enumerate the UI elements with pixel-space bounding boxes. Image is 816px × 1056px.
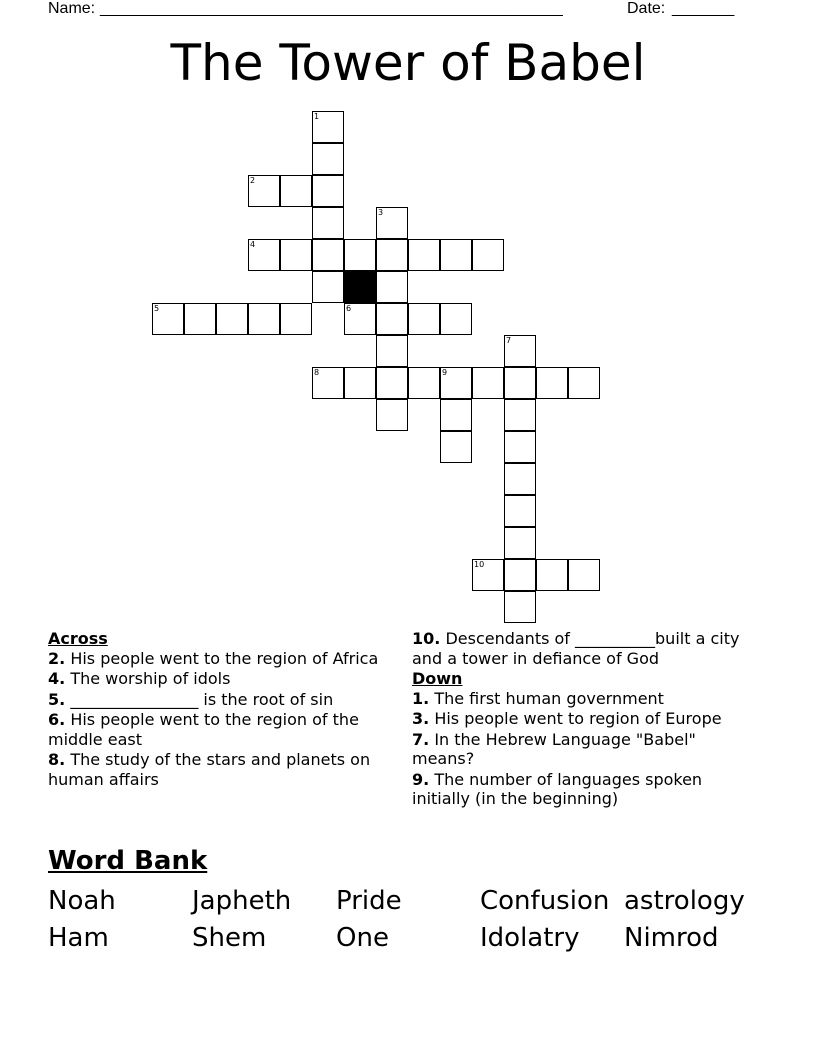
clue-number: 7 (506, 336, 512, 345)
grid-cell[interactable] (280, 239, 312, 271)
clue-down-9: 9. The number of languages spoken initially (in the beginning) (412, 769, 703, 808)
clue-number: 1 (314, 112, 320, 121)
date-field[interactable]: _______ (672, 0, 735, 17)
clue-across-5: 5. ________________ is the root of sin (48, 689, 334, 709)
grid-cell[interactable] (312, 367, 344, 399)
grid-cell[interactable] (504, 431, 536, 463)
grid-cell[interactable] (248, 303, 280, 335)
grid-cell[interactable] (344, 367, 376, 399)
word-bank-word: Nimrod (624, 923, 719, 953)
grid-cell[interactable] (248, 175, 280, 207)
clue-across-10: 10. Descendants of __________built a city and a tower in defiance of God (412, 629, 740, 668)
grid-cell[interactable] (408, 367, 440, 399)
grid-cell[interactable] (504, 367, 536, 399)
grid-cell[interactable] (312, 175, 344, 207)
grid-cell[interactable] (376, 207, 408, 239)
word-bank-heading: Word Bank (48, 846, 208, 876)
name-label: Name: (48, 0, 96, 17)
black-cell (344, 271, 376, 303)
word-bank-word: One (336, 923, 389, 953)
grid-cell[interactable] (440, 399, 472, 431)
across-clues (48, 629, 398, 790)
grid-cell[interactable] (504, 335, 536, 367)
clue-number: 10 (474, 560, 485, 569)
clue-across-8: 8. The study of the stars and planets on human affairs (48, 750, 371, 789)
grid-cell[interactable] (504, 463, 536, 495)
grid-cell[interactable] (408, 239, 440, 271)
word-bank-word: Noah (48, 886, 116, 916)
down-heading: Down (412, 669, 463, 688)
grid-cell[interactable] (536, 367, 568, 399)
grid-cell[interactable] (312, 111, 344, 143)
grid-cell[interactable] (312, 271, 344, 303)
page-title: The Tower of Babel (170, 34, 646, 92)
grid-cell[interactable] (248, 239, 280, 271)
grid-cell[interactable] (440, 431, 472, 463)
clue-number: 4 (250, 240, 256, 249)
word-bank-word: Shem (192, 923, 267, 953)
grid-cell[interactable] (440, 367, 472, 399)
clue-down-1: 1. The first human government (412, 688, 664, 708)
clue-number: 5 (154, 304, 160, 313)
grid-cell[interactable] (152, 303, 184, 335)
grid-cell[interactable] (376, 335, 408, 367)
grid-cell[interactable] (376, 239, 408, 271)
grid-cell[interactable] (344, 239, 376, 271)
clue-number: 6 (346, 304, 352, 313)
grid-cell[interactable] (344, 303, 376, 335)
clue-across-4: 4. The worship of idols (48, 669, 231, 688)
clue-across-6: 6. His people went to the region of the middle east (48, 710, 359, 749)
word-bank-word: Idolatry (480, 923, 580, 953)
grid-cell[interactable] (440, 239, 472, 271)
clue-down-3: 3. His people went to region of Europe (412, 709, 722, 728)
clue-down-7: 7. In the Hebrew Language "Babel" means? (412, 729, 696, 768)
grid-cell[interactable] (280, 175, 312, 207)
grid-cell[interactable] (472, 559, 504, 591)
grid-cell[interactable] (376, 271, 408, 303)
clue-number: 9 (442, 368, 448, 377)
grid-cell[interactable] (568, 367, 600, 399)
grid-cell[interactable] (472, 239, 504, 271)
grid-cell[interactable] (376, 399, 408, 431)
clue-number: 3 (378, 208, 384, 217)
clue-number: 2 (250, 176, 256, 185)
clue-number: 8 (314, 368, 320, 377)
name-field[interactable]: ____________________________________________________ (100, 0, 563, 17)
grid-cell[interactable] (568, 559, 600, 591)
grid-cell[interactable] (536, 559, 568, 591)
grid-cell[interactable] (312, 143, 344, 175)
clue-across-2: 2. His people went to the region of Africa (48, 648, 379, 668)
grid-cell[interactable] (280, 303, 312, 335)
grid-cell[interactable] (504, 399, 536, 431)
grid-cell[interactable] (504, 495, 536, 527)
word-bank-word: Pride (336, 886, 402, 916)
word-bank-word: astrology (624, 886, 745, 916)
word-bank-word: Ham (48, 923, 109, 953)
right-clue-column (412, 629, 762, 810)
grid-cell[interactable] (440, 303, 472, 335)
across-heading: Across (48, 629, 108, 648)
grid-cell[interactable] (312, 239, 344, 271)
grid-cell[interactable] (504, 591, 536, 623)
grid-cell[interactable] (408, 303, 440, 335)
grid-cell[interactable] (216, 303, 248, 335)
grid-cell[interactable] (504, 527, 536, 559)
grid-cell[interactable] (504, 559, 536, 591)
grid-cell[interactable] (312, 207, 344, 239)
date-label: Date: (627, 0, 666, 17)
word-bank-word: Japheth (192, 886, 292, 916)
grid-cell[interactable] (184, 303, 216, 335)
grid-cell[interactable] (376, 303, 408, 335)
word-bank-word: Confusion (480, 886, 610, 916)
grid-cell[interactable] (472, 367, 504, 399)
grid-cell[interactable] (376, 367, 408, 399)
